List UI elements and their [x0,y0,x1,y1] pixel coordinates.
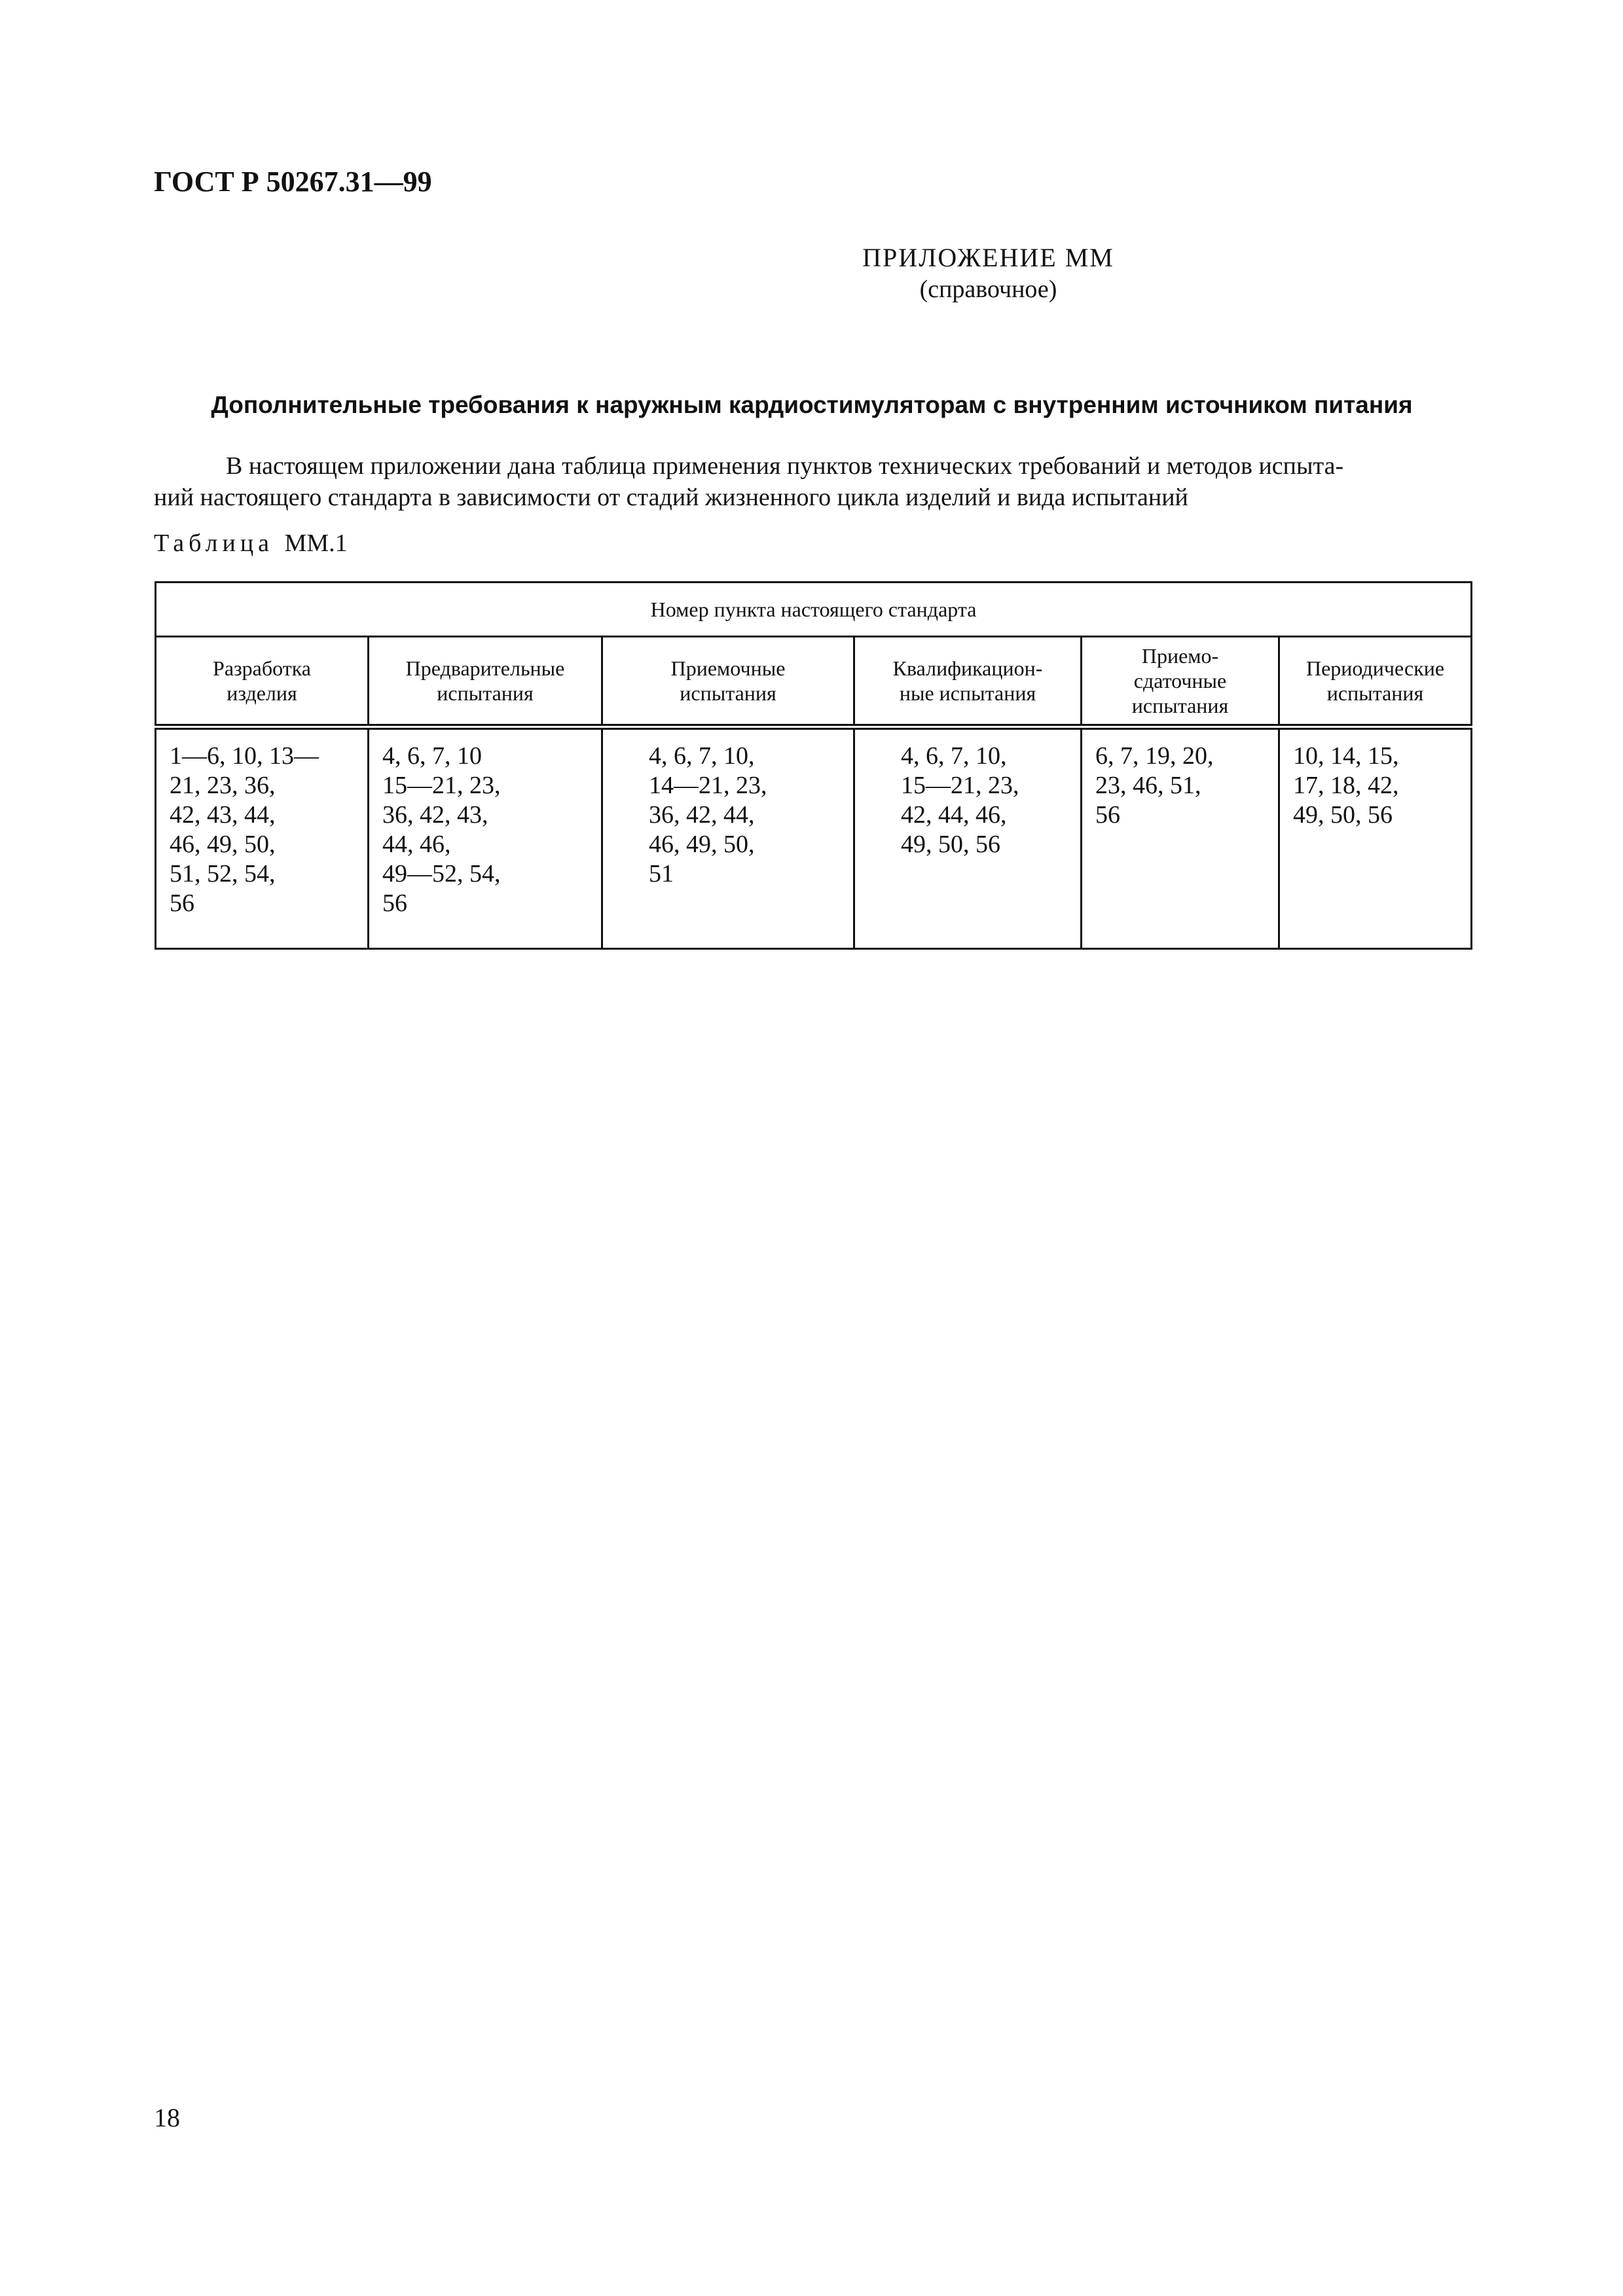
table-cell: 4, 6, 7, 10 15—21, 23, 36, 42, 43, 44, 46, 49—52, 54, 56 [369,727,602,949]
table-caption-word: Таблица [154,529,274,557]
column-header: Периодические испытания [1279,637,1472,727]
column-header: Разработка изделия [156,637,369,727]
intro-line-2: ний настоящего стандарта в зависимости от стадий жизненного цикла изделий и вида испытаний [154,484,1188,511]
table-top-header: Номер пункта настоящего стандарта [156,583,1472,637]
column-header: Предварительные испытания [369,637,602,727]
table-cell: 6, 7, 19, 20, 23, 46, 51, 56 [1082,727,1279,949]
table-cell: 10, 14, 15, 17, 18, 42, 49, 50, 56 [1279,727,1472,949]
table-cell: 1—6, 10, 13— 21, 23, 36, 42, 43, 44, 46, 49, 50, 51, 52, 54, 56 [156,727,369,949]
column-header: Приемо- сдаточные испытания [1082,637,1279,727]
table-caption-number: ММ.1 [284,529,348,557]
appendix-title: ПРИЛОЖЕНИЕ ММ [862,243,1114,272]
requirements-table [155,581,1472,950]
intro-paragraph [154,450,1470,513]
standard-header: ГОСТ Р 50267.31—99 [154,166,432,198]
table-cell: 4, 6, 7, 10, 15—21, 23, 42, 44, 46, 49, 50, 56 [854,727,1082,949]
section-title: Дополнительные требования к наружным кардиостимуляторам с внутренним источником питания [211,391,1413,418]
table-cell: 4, 6, 7, 10, 14—21, 23, 36, 42, 44, 46, 49, 50, 51 [602,727,854,949]
page-number: 18 [154,2103,180,2132]
column-header: Квалификацион- ные испытания [854,637,1082,727]
column-header: Приемочные испытания [602,637,854,727]
table-caption [154,529,348,558]
intro-line-1: В настоящем приложении дана таблица применения пунктов технических требований и методов испыта- [226,452,1344,480]
table-row [156,727,1472,949]
appendix-subtitle: (справочное) [919,276,1057,303]
